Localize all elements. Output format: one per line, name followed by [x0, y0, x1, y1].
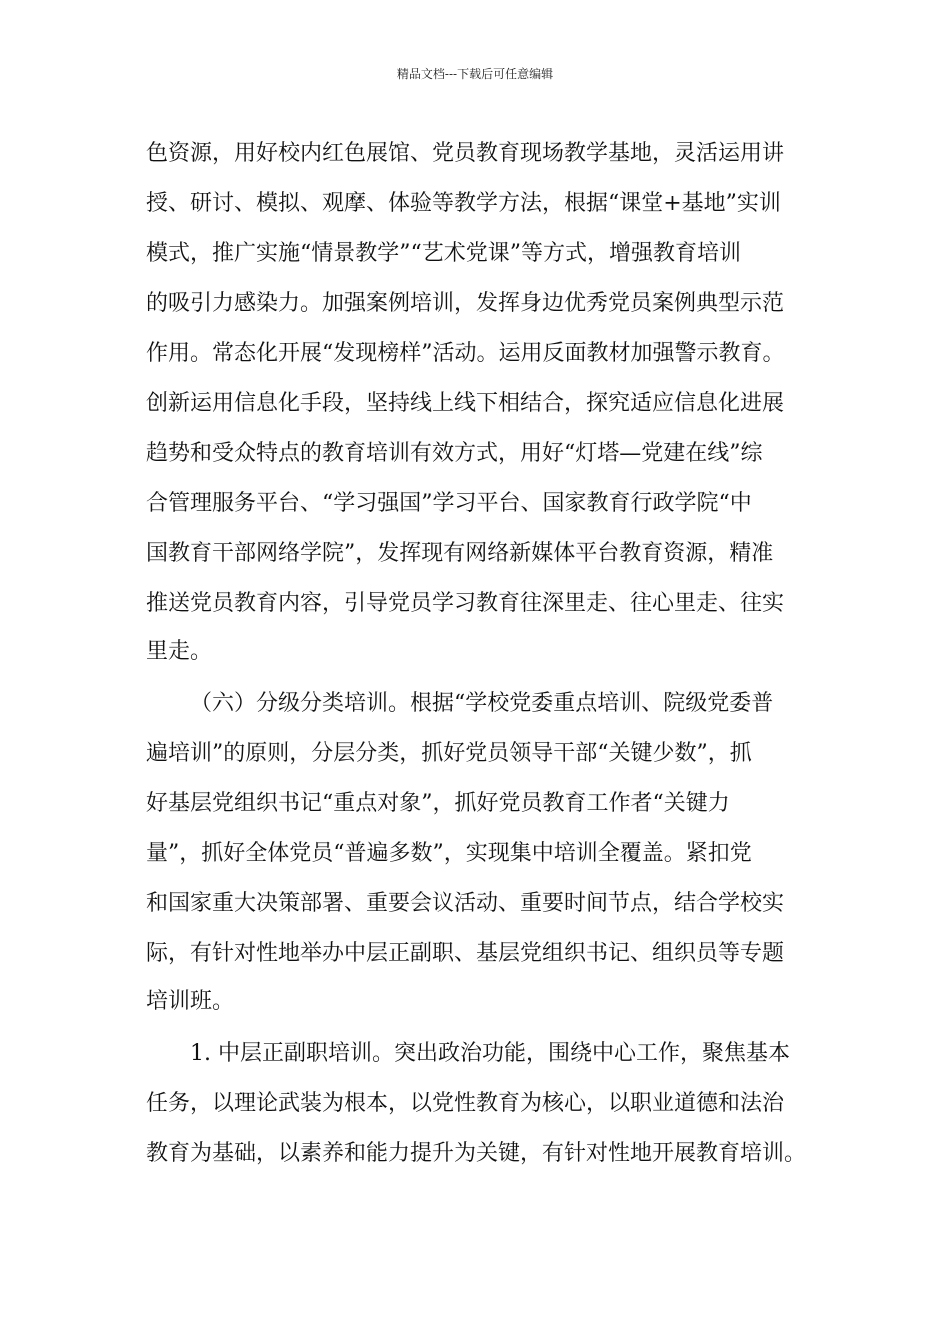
- text-line: 创新运用信息化手段，坚持线上线下相结合，探究适应信息化进展: [146, 391, 785, 416]
- text-line: 量”，抓好全体党员“普遍多数”，实现集中培训全覆盖。紧扣党: [146, 841, 752, 866]
- paragraph-heading-line: （六）分级分类培训。根据“学校党委重点培训、院级党委普: [190, 691, 774, 716]
- text-line: 任务，以理论武装为根本，以党性教育为核心，以职业道德和法治: [146, 1091, 785, 1116]
- paragraph-heading-line: 1. 中层正副职培训。突出政治功能，围绕中心工作，聚焦基本: [190, 1041, 790, 1066]
- text-line: 际，有针对性地举办中层正副职、基层党组织书记、组织员等专题: [146, 941, 785, 966]
- text-line: 里走。: [146, 639, 213, 664]
- text-line: 合管理服务平台、“学习强国”学习平台、国家教育行政学院“中: [146, 491, 752, 516]
- text-line: 作用。常态化开展“发现榜样”活动。运用反面教材加强警示教育。: [146, 341, 785, 366]
- page-header: 精品文档---下载后可任意编辑: [396, 67, 554, 81]
- text-line: 培训班。: [146, 989, 235, 1014]
- text-line: 遍培训”的原则，分层分类，抓好党员领导干部“关键少数”，抓: [146, 741, 752, 766]
- text-line: 教育为基础，以素养和能力提升为关键，有针对性地开展教育培训。: [146, 1141, 807, 1166]
- text-line: 好基层党组织书记“重点对象”，抓好党员教育工作者“关键力: [146, 791, 730, 816]
- text-line: 色资源，用好校内红色展馆、党员教育现场教学基地，灵活运用讲: [146, 141, 785, 166]
- text-line: 和国家重大决策部署、重要会议活动、重要时间节点，结合学校实: [146, 891, 785, 916]
- text-line: 模式，推广实施“情景教学”“艺术党课”等方式，增强教育培训: [146, 241, 741, 266]
- text-line: 国教育干部网络学院”，发挥现有网络新媒体平台教育资源，精准: [146, 541, 774, 566]
- text-line: 推送党员教育内容，引导党员学习教育往深里走、往心里走、往实: [146, 591, 785, 616]
- text-line: 授、研讨、模拟、观摩、体验等教学方法，根据“课堂+基地”实训: [146, 191, 781, 216]
- text-line: 的吸引力感染力。加强案例培训，发挥身边优秀党员案例典型示范: [146, 291, 785, 316]
- text-line: 趋势和受众特点的教育培训有效方式，用好“灯塔—党建在线”综: [146, 441, 763, 466]
